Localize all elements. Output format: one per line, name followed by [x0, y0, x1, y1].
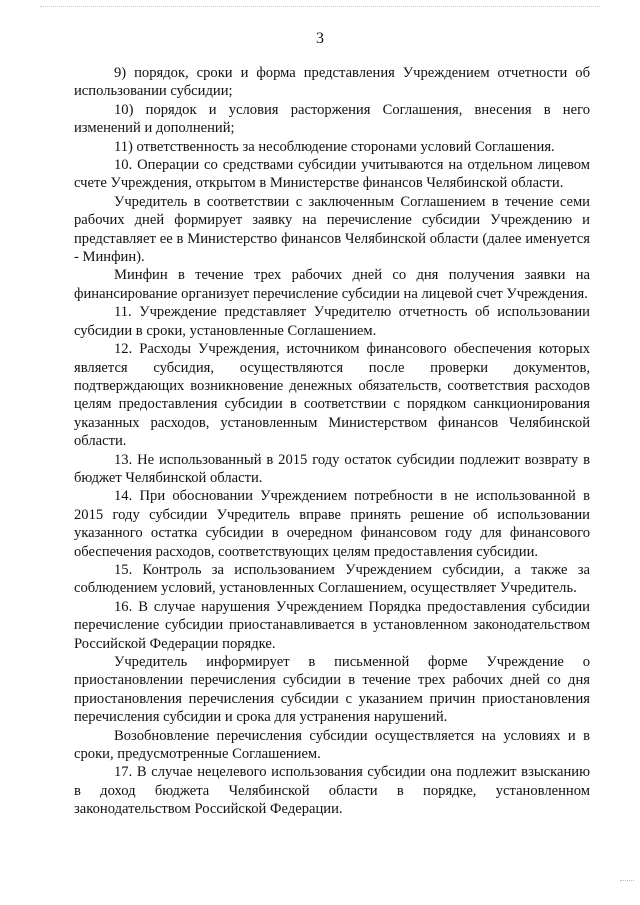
paragraph-clause-15: 15. Контроль за использованием Учреждением субсидии, а также за соблюдением условий, установленных Соглашением, осуществляет Учредитель. [74, 561, 590, 597]
paragraph-clause-13: 13. Не использованный в 2015 году остаток субсидии подлежит возврату в бюджет Челябинской области. [74, 451, 590, 486]
page-number: 3 [316, 30, 324, 47]
paragraph-clause-10: 10. Операции со средствами субсидии учитываются на отдельном лицевом счете Учреждения, открытом в Министерстве финансов Челябинской области. [74, 157, 590, 192]
paragraph-item-9: 9) порядок, сроки и форма представления Учреждением отчетности об использовании субсидии; [74, 65, 590, 100]
paragraph-resumption: Возобновление перечисления субсидии осуществляется на условиях и в сроки, предусмотренные Соглашением. [74, 727, 590, 763]
paragraph-clause-12: 12. Расходы Учреждения, источником финансового обеспечения которых является субсидия, осуществляются после проверки документов, подтверждающих возникновение денежных обязательств, соответствия расходов целям предоставления субсидии в соответствии с порядком санкционирования указанных расходов, установленным Министерством финансов Челябинской области. [74, 341, 590, 450]
paragraph-founder-request: Учредитель в соответствии с заключенным Соглашением в течение семи рабочих дней формирует заявку на перечисление субсидии Учреждению и представляет ее в Министерство финансов Челябинской области (далее именуется - Минфин). [74, 193, 590, 266]
paragraph-clause-17: 17. В случае нецелевого использования субсидии она подлежит взысканию в доход бюджета Челябинской области в порядке, установленном законодательством Российской Федерации. [74, 764, 590, 818]
document-body [74, 64, 590, 819]
scan-top-edge [40, 6, 600, 7]
paragraph-minfin-transfer: Минфин в течение трех рабочих дней со дня получения заявки на финансирование организует перечисление субсидии на лицевой счет Учреждения. [74, 267, 590, 302]
paragraph-item-11: 11) ответственность за несоблюдение сторонами условий Соглашения. [114, 138, 555, 155]
scan-corner-mark [620, 880, 634, 881]
paragraph-clause-16: 16. В случае нарушения Учреждением Порядка предоставления субсидии перечисление субсидии приостанавливается в установленном законодательством Российской Федерации порядке. [74, 598, 590, 652]
paragraph-item-10: 10) порядок и условия расторжения Соглашения, внесения в него изменений и дополнений; [74, 101, 590, 137]
paragraph-clause-11: 11. Учреждение представляет Учредителю отчетность об использовании субсидии в сроки, установленные Соглашением. [74, 304, 590, 339]
paragraph-suspension-notice: Учредитель информирует в письменной форме Учреждение о приостановлении перечисления субсидии в течение трех рабочих дней со дня приостановления перечисления субсидии с указанием причин приостановления перечисления субсидии и срока для устранения нарушений. [74, 654, 590, 726]
paragraph-clause-14: 14. При обосновании Учреждением потребности в не использованной в 2015 году субсидии Учредитель вправе принять решение об использовании указанного остатка субсидии в очередном финансовом году для финансового обеспечения расходов, соответствующих целям предоставления субсидии. [74, 488, 590, 560]
